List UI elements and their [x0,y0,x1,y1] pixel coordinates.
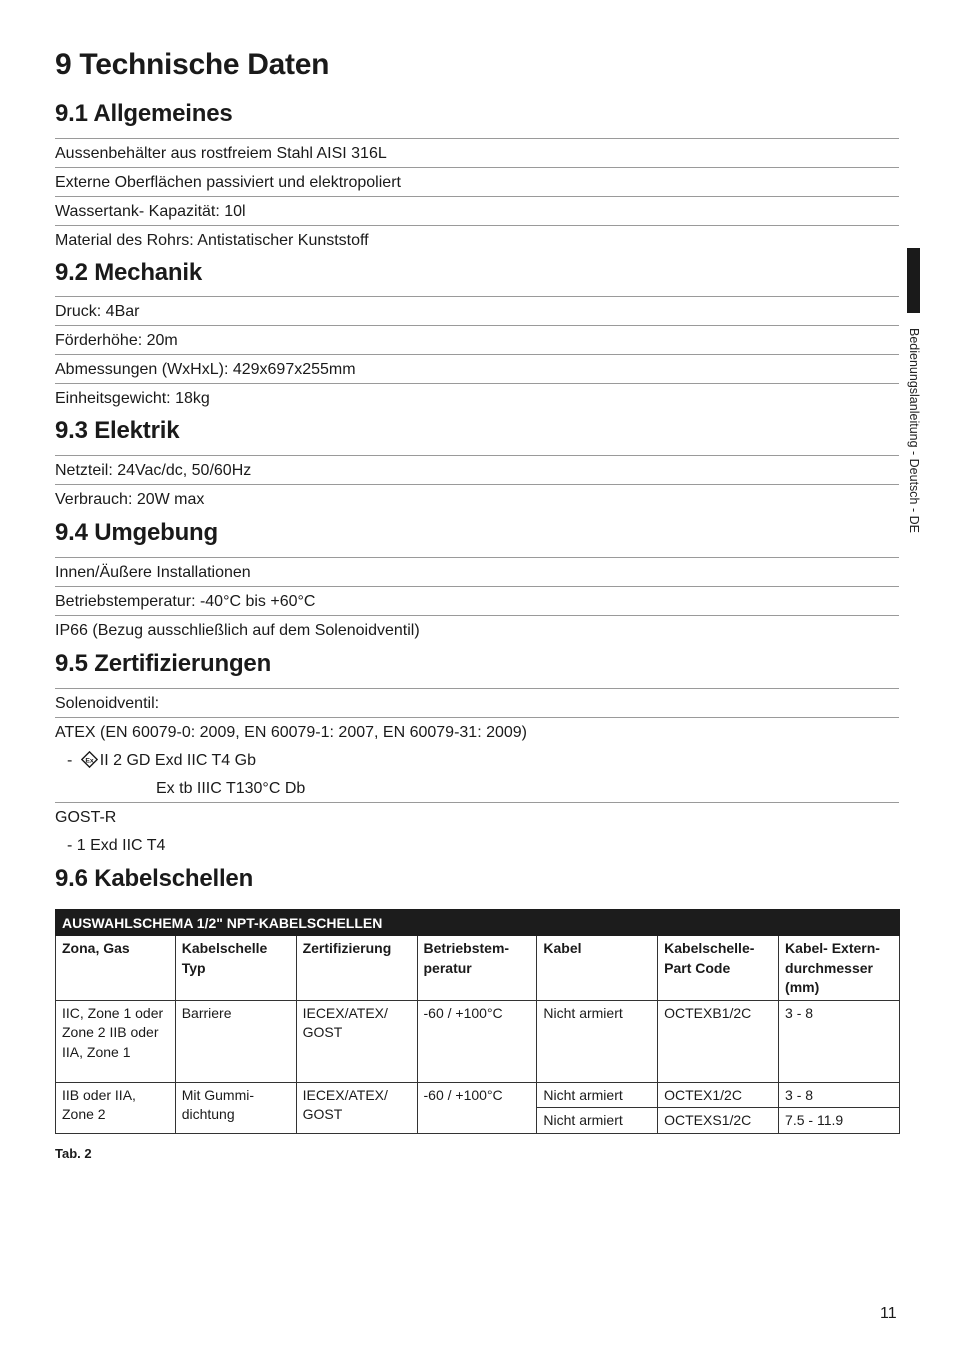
table-cell: IIB oder IIA, Zone 2 [56,1082,176,1133]
table-cell: Nicht armiert [537,1108,658,1134]
list-item: Förderhöhe: 20m [55,325,899,354]
list-item: Innen/Äußere Installationen [55,557,899,586]
svg-text:Ex: Ex [85,757,94,765]
list-item: Wassertank- Kapazität: 10l [55,196,899,225]
table-cell: 7.5 - 11.9 [779,1108,900,1134]
table-cell: Barriere [175,1000,296,1082]
list-item: Material des Rohrs: Antistatischer Kunststoff [55,225,899,254]
table-cell: Nicht armiert [537,1082,658,1108]
column-header: Zertifizierung [296,936,417,1001]
table-cell: 3 - 8 [779,1000,900,1082]
section-list-umgebung [55,557,899,644]
list-item: Abmessungen (WxHxL): 429x697x255mm [55,354,899,383]
atex-marking-text: II 2 GD Exd IIC T4 Gb [99,752,256,769]
list-item: ATEX (EN 60079-0: 2009, EN 60079-1: 2007, EN 60079-31: 2009) [55,717,899,746]
table-cell: -60 / +100°C [417,1082,537,1133]
sidebar-text: Bedienungslanleitung - Deutsch - DE [907,328,921,533]
sidebar-label [905,328,923,578]
page-title: 9 Technische Daten [55,48,330,81]
section-heading-mechanik: 9.2 Mechanik [55,259,203,286]
dash: - [67,752,77,769]
table-cell: IECEX/ATEX/ GOST [296,1000,417,1082]
table-cell: -60 / +100°C [417,1000,537,1082]
section-heading-umgebung: 9.4 Umgebung [55,519,218,546]
section-heading-allgemeines: 9.1 Allgemeines [55,100,233,127]
list-item: Verbrauch: 20W max [55,484,899,513]
table-caption: AUSWAHLSCHEMA 1/2" NPT-KABELSCHELLEN [56,910,900,936]
table-header-row [56,936,900,1001]
column-header: Betriebstem-peratur [417,936,537,1001]
table-label: Tab. 2 [55,1146,92,1161]
table-cell: Mit Gummi-dichtung [175,1082,296,1133]
table-cell: IECEX/ATEX/ GOST [296,1082,417,1133]
list-item: Netzteil: 24Vac/dc, 50/60Hz [55,455,899,484]
section-list-mechanik [55,296,899,412]
section-heading-kabelschellen: 9.6 Kabelschellen [55,865,254,892]
ex-symbol-icon [81,751,98,768]
list-item: Solenoidventil: [55,688,899,717]
page-number: 11 [880,1305,897,1322]
list-item: Ex tb IIIC T130°C Db [156,780,306,797]
section-heading-zertifizierungen: 9.5 Zertifizierungen [55,650,272,677]
table-cell: OCTEX1/2C [658,1082,779,1108]
section-list-zertifizierungen [55,688,899,859]
kabelschellen-table [55,909,900,1134]
list-item-atex-marking [55,746,899,774]
list-item: - 1 Exd IIC T4 [67,837,166,854]
column-header: Kabelschelle-Part Code [658,936,779,1001]
list-item: Externe Oberflächen passiviert und elektropoliert [55,167,899,196]
column-header: Kabel- Extern-durchmesser (mm) [779,936,900,1001]
list-item: Betriebstemperatur: -40°C bis +60°C [55,586,899,615]
column-header: Zona, Gas [56,936,176,1001]
table-cell: 3 - 8 [779,1082,900,1108]
section-list-elektrik [55,455,899,513]
list-item: IP66 (Bezug ausschließlich auf dem Solenoidventil) [55,615,899,644]
table-row [56,1082,900,1108]
column-header: Kabelschelle Typ [175,936,296,1001]
list-item: Aussenbehälter aus rostfreiem Stahl AISI 316L [55,138,899,167]
sidebar-marker [907,248,920,313]
section-heading-elektrik: 9.3 Elektrik [55,417,180,444]
table-row [56,1000,900,1082]
column-header: Kabel [537,936,658,1001]
table-cell: OCTEXB1/2C [658,1000,779,1082]
section-list-allgemeines [55,138,899,254]
list-item: GOST-R [55,802,899,831]
table-cell: OCTEXS1/2C [658,1108,779,1134]
table-cell: Nicht armiert [537,1000,658,1082]
table-cell: IIC, Zone 1 oder Zone 2 IIB oder IIA, Zone 1 [56,1000,176,1082]
list-item: Druck: 4Bar [55,296,899,325]
list-item: Einheitsgewicht: 18kg [55,383,899,412]
